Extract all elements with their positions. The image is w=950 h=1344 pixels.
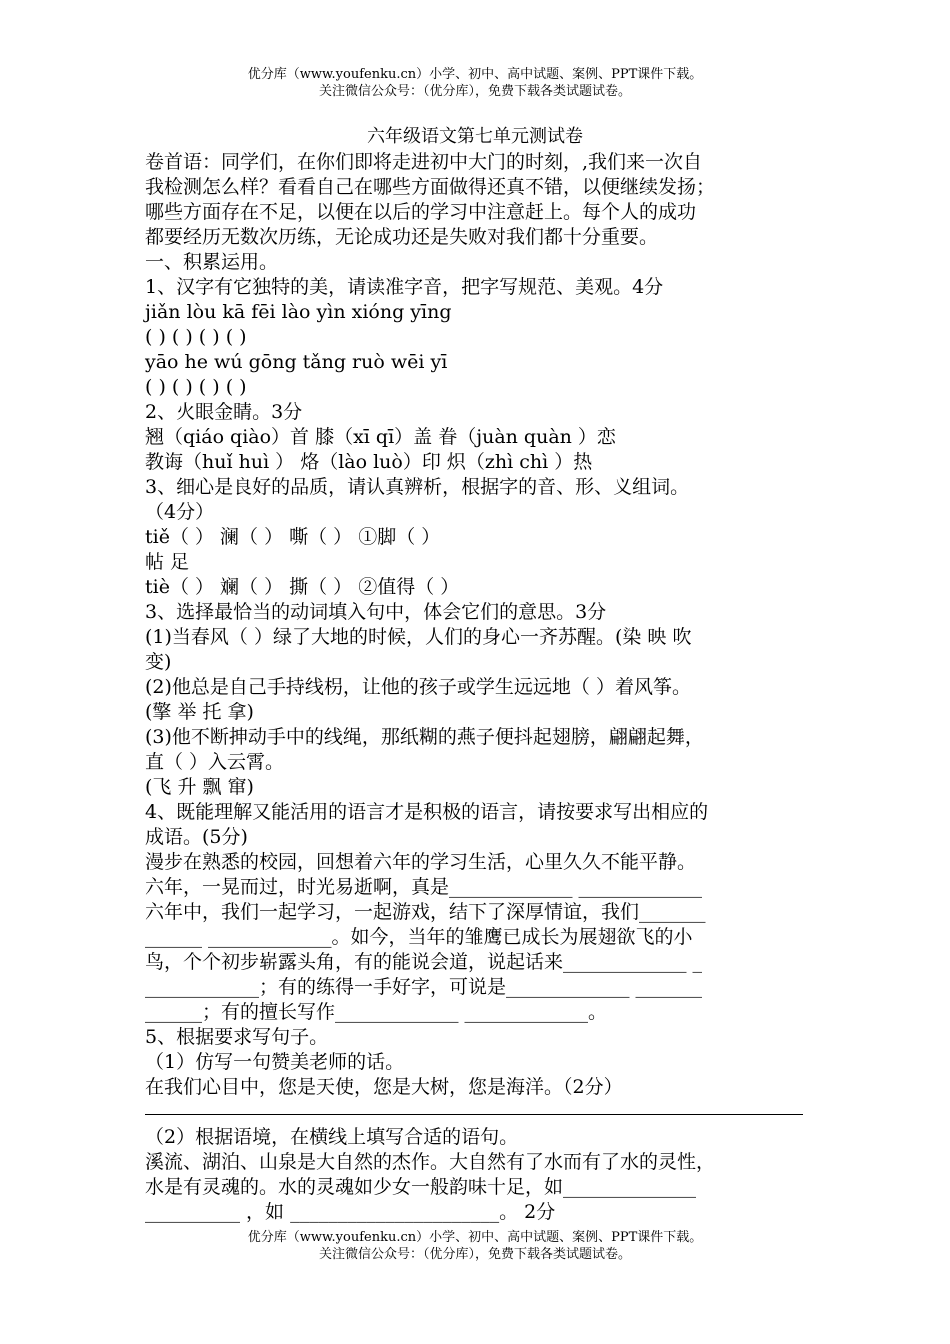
question-line: （1）仿写一句赞美老师的话。 bbox=[145, 1051, 405, 1073]
question-line: 翘（qiáo qiào）首 膝（xī qī）盖 眷（juàn quàn ）恋 bbox=[145, 426, 616, 448]
question-line: 3、选择最恰当的动词填入句中，体会它们的意思。3分 bbox=[145, 601, 607, 623]
answer-brackets: ( ) ( ) ( ) ( ) bbox=[145, 326, 247, 348]
question-line: 1、汉字有它独特的美，请读准字音，把字写规范、美观。4分 bbox=[145, 276, 664, 298]
question-line: ____________；有的练得一手好字，可说是_____________ _______ bbox=[145, 976, 703, 998]
footer-line-2: 关注微信公众号：（优分库），免费下载各类试题试卷。 bbox=[318, 1247, 631, 1262]
question-line: (1)当春风（ ）绿了大地的时候，人们的身心一齐苏醒。(染 映 吹 bbox=[145, 626, 692, 648]
question-line: (2)他总是自己手持线枴，让他的孩子或学生远远地（ ）着风筝。 bbox=[145, 676, 691, 698]
question-line: 鸟，个个初步崭露头角，有的能说会道，说起话来_____________ _ bbox=[145, 951, 703, 973]
question-line: 教诲（huǐ huì ） 烙（lào luò）印 炽（zhì chì ）热 bbox=[145, 451, 593, 473]
footer-line-1: 优分库（www.youfenku.cn）小学、初中、高中试题、案例、PPT课件下载。 bbox=[247, 1230, 703, 1245]
header-line-1: 优分库（www.youfenku.cn）小学、初中、高中试题、案例、PPT课件下载。 bbox=[247, 67, 703, 82]
question-line: ______ _____________。如今，当年的雏鹰已成长为展翅欲飞的小 bbox=[145, 926, 693, 948]
pinyin-line: jiǎn lòu kā fēi lào yìn xióng yīng bbox=[145, 301, 452, 323]
page-footer bbox=[0, 1229, 950, 1263]
header-line-2: 关注微信公众号：（优分库），免费下载各类试题试卷。 bbox=[318, 84, 631, 99]
answer-blank-line bbox=[145, 1114, 803, 1115]
question-line: 六年，一晃而过，时光易逝啊，真是_____________ _____________ bbox=[145, 876, 703, 898]
question-line: 漫步在熟悉的校园，回想着六年的学习生活，心里久久不能平静。 bbox=[145, 851, 697, 873]
question-line: 六年中，我们一起学习，一起游戏，结下了深厚情谊，我们_______ bbox=[145, 901, 706, 923]
question-line: 变) bbox=[145, 651, 172, 673]
question-line: ______；有的擅长写作_____________ _____________。 bbox=[145, 1001, 608, 1023]
document-title: 六年级语文第七单元测试卷 bbox=[367, 126, 583, 147]
question-line: 直（ ）入云霄。 bbox=[145, 751, 285, 773]
question-line: __________ ，如 ______________________。 2分 bbox=[145, 1201, 556, 1223]
question-line: 溪流、湖泊、山泉是大自然的杰作。大自然有了水而有了水的灵性， bbox=[145, 1151, 716, 1173]
page-header bbox=[0, 66, 950, 100]
question-line: 2、火眼金睛。3分 bbox=[145, 401, 303, 423]
question-line: （2）根据语境，在横线上填写合适的语句。 bbox=[145, 1126, 519, 1148]
intro-line: 都要经历无数次历练，无论成功还是失败对我们都十分重要。 bbox=[145, 226, 659, 248]
question-line: 成语。(5分) bbox=[145, 826, 248, 848]
question-line: 在我们心目中，您是天使，您是大树，您是海洋。（2分） bbox=[145, 1076, 623, 1098]
intro-line: 我检测怎么样？看看自己在哪些方面做得还真不错，以便继续发扬； bbox=[145, 176, 716, 198]
question-line: 水是有灵魂的。水的灵魂如少女一般韵味十足，如______________ bbox=[145, 1176, 697, 1198]
question-line: tiě（ ） 澜（ ） 嘶（ ） ①脚（ ） bbox=[145, 526, 441, 548]
section-heading: 一、积累运用。 bbox=[145, 251, 279, 273]
question-line: 4、既能理解又能活用的语言才是积极的语言，请按要求写出相应的 bbox=[145, 801, 709, 823]
question-line: 5、根据要求写句子。 bbox=[145, 1026, 329, 1048]
question-line: (擎 举 托 拿) bbox=[145, 701, 254, 723]
question-line: tiè（ ） 斓（ ） 撕（ ） ②值得（ ） bbox=[145, 576, 460, 598]
question-line: (飞 升 飘 窜) bbox=[145, 776, 254, 798]
question-line: (3)他不断抻动手中的线绳，那纸糊的燕子便抖起翅膀，翩翩起舞， bbox=[145, 726, 704, 748]
intro-line: 哪些方面存在不足，以便在以后的学习中注意赶上。每个人的成功 bbox=[145, 201, 697, 223]
question-line: 帖 足 bbox=[145, 551, 190, 573]
question-line: 3、细心是良好的品质，请认真辨析，根据字的音、形、义组词。 bbox=[145, 476, 690, 498]
pinyin-line: yāo he wú gōng tǎng ruò wēi yī bbox=[145, 351, 448, 373]
question-line: （4分） bbox=[145, 501, 215, 523]
answer-brackets: ( ) ( ) ( ) ( ) bbox=[145, 376, 247, 398]
intro-line: 卷首语：同学们，在你们即将走进初中大门的时刻，,我们来一次自 bbox=[145, 151, 703, 173]
